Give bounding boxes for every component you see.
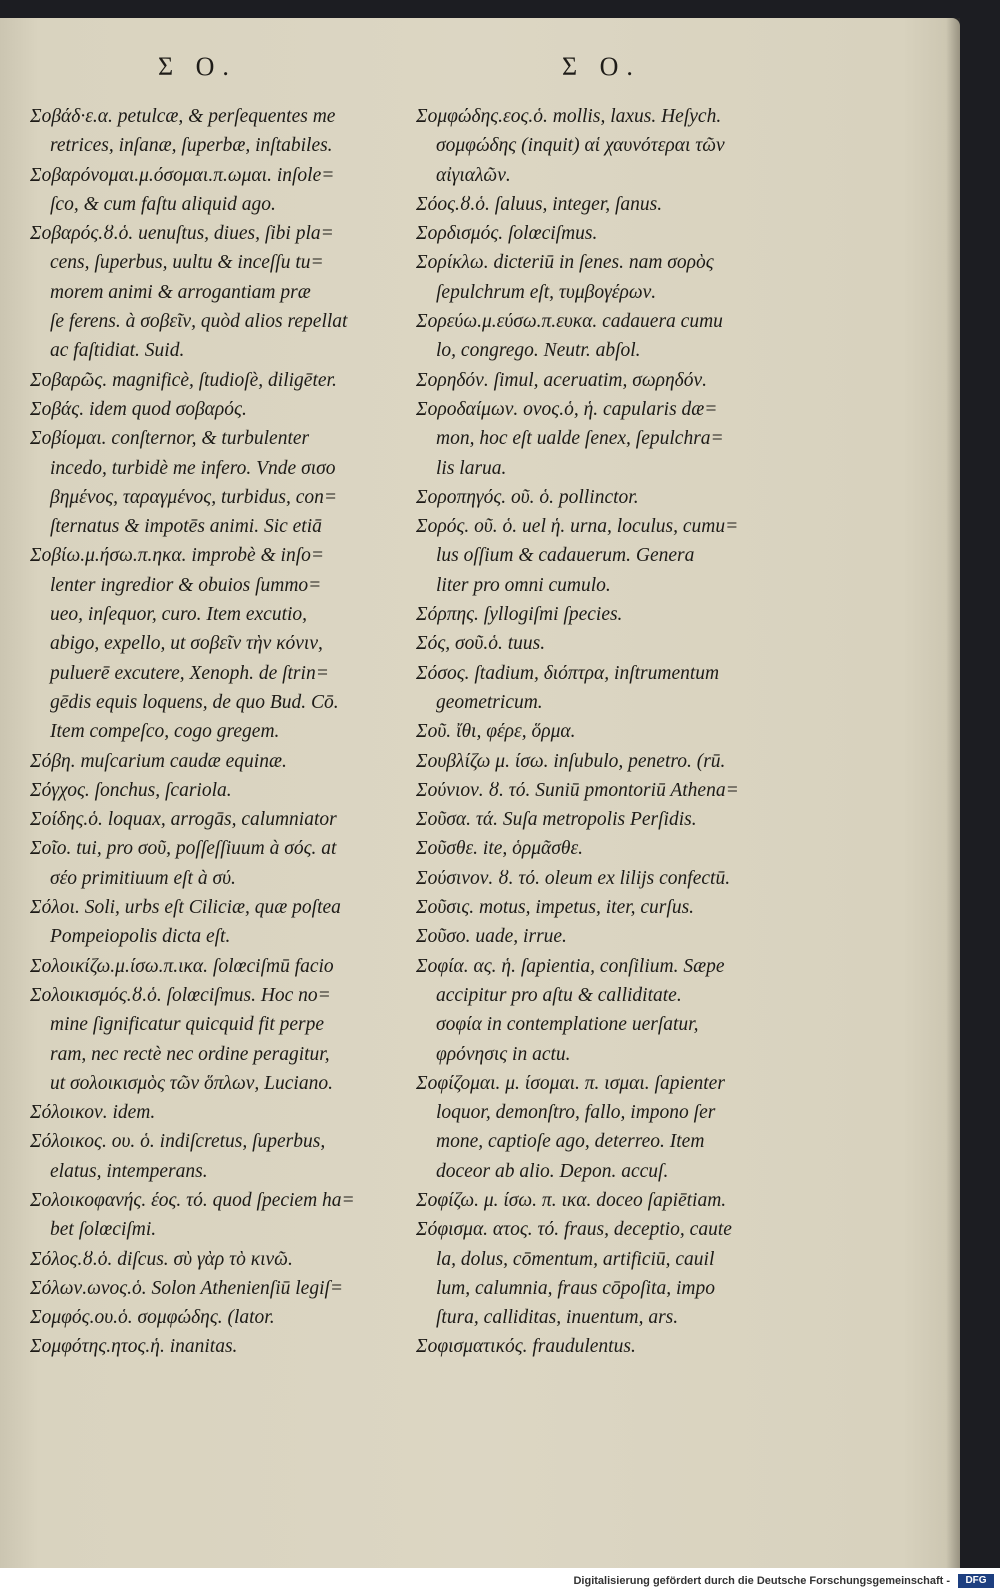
entry-headword-line: Σούσινον. ȣ. τό. oleum ex lilijs confectū. xyxy=(416,867,731,889)
entry-headword-line: Σομφός.ου.ὁ. σομφώδης. (lator. xyxy=(30,1307,275,1329)
entry-continuation-line: lum, calumnia, fraus cōpoſita, impo xyxy=(436,1277,715,1299)
entry-continuation-line: ſtura, calliditas, inuentum, ars. xyxy=(436,1307,679,1329)
entry-continuation-line: loquor, demonſtro, fallo, impono ſer xyxy=(436,1102,716,1124)
entry-headword-line: Σοῦσις. motus, impetus, iter, curſus. xyxy=(416,897,695,919)
entry-headword-line: Σοῦ. ἴθι, φέρε, ὅρμα. xyxy=(416,721,576,743)
entry-headword-line: Σοβάδ·ε.α. petulcæ, & perſequentes me xyxy=(30,106,336,127)
entry-headword-line: Σοφίζομαι. μ. ίσομαι. π. ισμαι. ſapienter xyxy=(416,1072,725,1094)
entry-headword-line: Σόλος.ȣ.ὁ. diſcus. σὺ γὰρ τὸ κινῶ. xyxy=(30,1248,293,1270)
right-column xyxy=(416,102,761,1362)
entry-continuation-line: ut σολοικισμὸς τῶν ὅπλων, Luciano. xyxy=(50,1072,333,1094)
entry-continuation-line: ſe ferens. à σοβεῖν, quòd alios repellat xyxy=(50,311,348,333)
entry-headword-line: Σορεύω.μ.εύσω.π.ευκα. cadauera cumu xyxy=(416,311,723,333)
entry-continuation-line: βημένος, ταραγμένος, turbidus, con= xyxy=(50,486,338,508)
entry-continuation-line: morem animi & arrogantiam præ xyxy=(50,281,311,303)
entry-continuation-line: φρόνησις in actu. xyxy=(436,1043,571,1065)
entry-headword-line: Σόλοικον. idem. xyxy=(30,1102,156,1124)
entry-continuation-line: puluerē excutere, Xenoph. de ſtrin= xyxy=(50,662,329,684)
entry-continuation-line: ſternatus & impotēs animi. Sic etiā xyxy=(50,516,322,538)
entry-headword-line: Σοφίζω. μ. ίσω. π. ικα. doceo ſapiētiam. xyxy=(416,1189,727,1211)
entry-continuation-line: liter pro omni cumulo. xyxy=(436,574,611,596)
entry-continuation-line: abigo, expello, ut σοβεῖν τὴν κόνιν, xyxy=(50,633,323,655)
entry-headword-line: Σοβαρόνομαι.μ.όσομαι.π.ωμαι. inſole= xyxy=(30,164,335,186)
entry-headword-line: Σοροδαίμων. ονος.ὁ, ἡ. capularis dæ= xyxy=(416,398,718,420)
entry-headword-line: Σόγχος. ſonchus, ſcariola. xyxy=(30,779,232,801)
entry-continuation-line: σομφώδης (inquit) αἱ χαυνότεραι τῶν xyxy=(436,135,725,157)
entry-headword-line: Σορηδόν. ſimul, aceruatim, σωρηδόν. xyxy=(416,369,708,391)
entry-headword-line: Σοφισματικός. fraudulentus. xyxy=(416,1336,636,1358)
book-page xyxy=(0,18,960,1568)
entry-headword-line: Σόλοικος. ου. ὁ. indiſcretus, ſuperbus, xyxy=(30,1131,326,1153)
entry-headword-line: Σός, σοῦ.ὁ. tuus. xyxy=(416,633,546,655)
entry-continuation-line: ſco, & cum faſtu aliquid ago. xyxy=(50,193,276,215)
entry-headword-line: Σοφία. ας. ἡ. ſapientia, conſilium. Sæpe xyxy=(416,955,725,977)
entry-headword-line: Σομφώδης.εος.ὁ. mollis, laxus. Heſych. xyxy=(416,106,722,127)
funding-note: Digitalisierung gefördert durch die Deutsche Forschungsgemeinschaft - xyxy=(573,1575,950,1587)
entry-continuation-line: lus oſſium & cadauerum. Genera xyxy=(436,545,695,567)
entry-headword-line: Σόλων.ωνος.ὁ. Solon Athenienſiū legiſ= xyxy=(30,1277,344,1299)
running-head-left: Σ Ο. xyxy=(158,52,237,81)
entry-continuation-line: retrices, inſanæ, ſuperbæ, inſtabiles. xyxy=(50,135,333,157)
entry-headword-line: Σολοικίζω.μ.ίσω.π.ικα. ſolœciſmū facio xyxy=(30,955,334,977)
entry-headword-line: Σουβλίζω μ. ίσω. inſubulo, penetro. (rū. xyxy=(416,750,726,772)
footer-bar xyxy=(0,1568,1000,1592)
entry-continuation-line: cens, ſuperbus, uultu & inceſſu tu= xyxy=(50,252,324,274)
entry-headword-line: Σοῦσο. uade, irrue. xyxy=(416,926,567,948)
entry-continuation-line: incedo, turbidè me infero. Vnde σισο xyxy=(50,457,336,479)
entry-headword-line: Σοίδης.ὁ. loquax, arrogās, calumniator xyxy=(30,809,337,831)
entry-continuation-line: ac faſtidiat. Suid. xyxy=(50,340,185,362)
entry-headword-line: Σοβαρός.ȣ.ὁ. uenuſtus, diues, ſibi pla= xyxy=(30,223,334,245)
entry-headword-line: Σοῖο. tui, pro σοῦ, poſſeſſiuum à σός. at xyxy=(30,838,337,860)
entry-continuation-line: lenter ingredior & obuios ſummo= xyxy=(50,574,322,596)
entry-continuation-line: ueo, inſequor, curo. Item excutio, xyxy=(50,604,308,626)
entry-headword-line: Σορδισμός. ſolœciſmus. xyxy=(416,223,598,245)
entry-continuation-line: ſepulchrum eſt, τυμβογέρων. xyxy=(436,281,657,303)
left-column xyxy=(30,102,375,1362)
entry-continuation-line: Pompeiopolis dicta eſt. xyxy=(50,926,231,948)
running-head-right: Σ Ο. xyxy=(562,52,641,81)
entry-headword-line: Σόβη. muſcarium caudæ equinæ. xyxy=(30,750,287,772)
entry-continuation-line: σοφία in contemplatione uerſatur, xyxy=(436,1014,699,1036)
entry-headword-line: Σορός. οῦ. ὁ. uel ἡ. urna, loculus, cumu= xyxy=(416,516,739,538)
entry-headword-line: Σοβίομαι. conſternor, & turbulenter xyxy=(30,428,310,450)
entry-headword-line: Σόλοι. Soli, urbs eſt Ciliciæ, quæ poſtea xyxy=(30,897,341,919)
entry-continuation-line: mone, captioſe ago, deterreo. Item xyxy=(436,1131,705,1153)
entry-continuation-line: σέο primitiuum eſt à σύ. xyxy=(50,867,236,889)
entry-headword-line: Σολοικισμός.ȣ.ὁ. ſolœciſmus. Hoc no= xyxy=(30,984,331,1006)
entry-headword-line: Σόσος. ſtadium, διόπτρα, inſtrumentum xyxy=(416,662,720,684)
entry-continuation-line: gēdis equis loquens, de quo Bud. Cō. xyxy=(50,691,339,713)
entry-continuation-line: αἰγιαλῶν. xyxy=(436,164,511,186)
entry-continuation-line: accipitur pro aſtu & calliditate. xyxy=(436,984,682,1006)
entry-headword-line: Σοῦσα. τά. Suſa metropolis Perſidis. xyxy=(416,809,697,831)
entry-headword-line: Σόφισμα. ατος. τό. fraus, deceptio, caute xyxy=(416,1219,732,1241)
entry-headword-line: Σόος.ȣ.ὁ. ſaluus, integer, ſanus. xyxy=(416,193,663,215)
entry-continuation-line: mon, hoc eſt ualde ſenex, ſepulchra= xyxy=(436,428,724,450)
entry-continuation-line: geometricum. xyxy=(436,691,543,713)
entry-headword-line: Σόρπης. ſyllogiſmi ſpecies. xyxy=(416,604,623,626)
entry-continuation-line: mine ſignificatur quicquid fit perpe xyxy=(50,1014,325,1036)
dfg-logo: DFG xyxy=(958,1574,994,1588)
entry-continuation-line: ram, nec rectè nec ordine peragitur, xyxy=(50,1043,330,1065)
entry-headword-line: Σοῦσθε. ite, ὁρμᾶσθε. xyxy=(416,838,584,860)
entry-continuation-line: Item compeſco, cogo gregem. xyxy=(50,721,280,743)
entry-headword-line: Σομφότης.ητος.ἡ. inanitas. xyxy=(30,1336,238,1358)
entry-continuation-line: doceor ab alio. Depon. accuſ. xyxy=(436,1160,669,1182)
entry-continuation-line: bet ſolœciſmi. xyxy=(50,1219,157,1241)
entry-headword-line: Σοβάς. idem quod σοβαρός. xyxy=(30,398,247,420)
entry-continuation-line: la, dolus, cōmentum, artificiū, cauil xyxy=(436,1248,715,1270)
entry-continuation-line: lis larua. xyxy=(436,457,507,479)
entry-headword-line: Σούνιον. ȣ. τό. Suniū pmontoriū Athena= xyxy=(416,779,739,801)
entry-headword-line: Σορίκλω. dicteriū in ſenes. nam σορὸς xyxy=(416,252,714,274)
entry-continuation-line: elatus, intemperans. xyxy=(50,1160,208,1182)
entry-headword-line: Σοροπηγός. οῦ. ὁ. pollinctor. xyxy=(416,486,639,508)
entry-headword-line: Σοβίω.μ.ήσω.π.ηκα. improbè & inſo= xyxy=(30,545,325,567)
entry-headword-line: Σολοικοφανής. έος. τό. quod ſpeciem ha= xyxy=(30,1189,355,1211)
entry-headword-line: Σοβαρῶς. magnificè, ſtudioſè, diligēter. xyxy=(30,369,337,391)
entry-continuation-line: lo, congrego. Neutr. abſol. xyxy=(436,340,641,362)
